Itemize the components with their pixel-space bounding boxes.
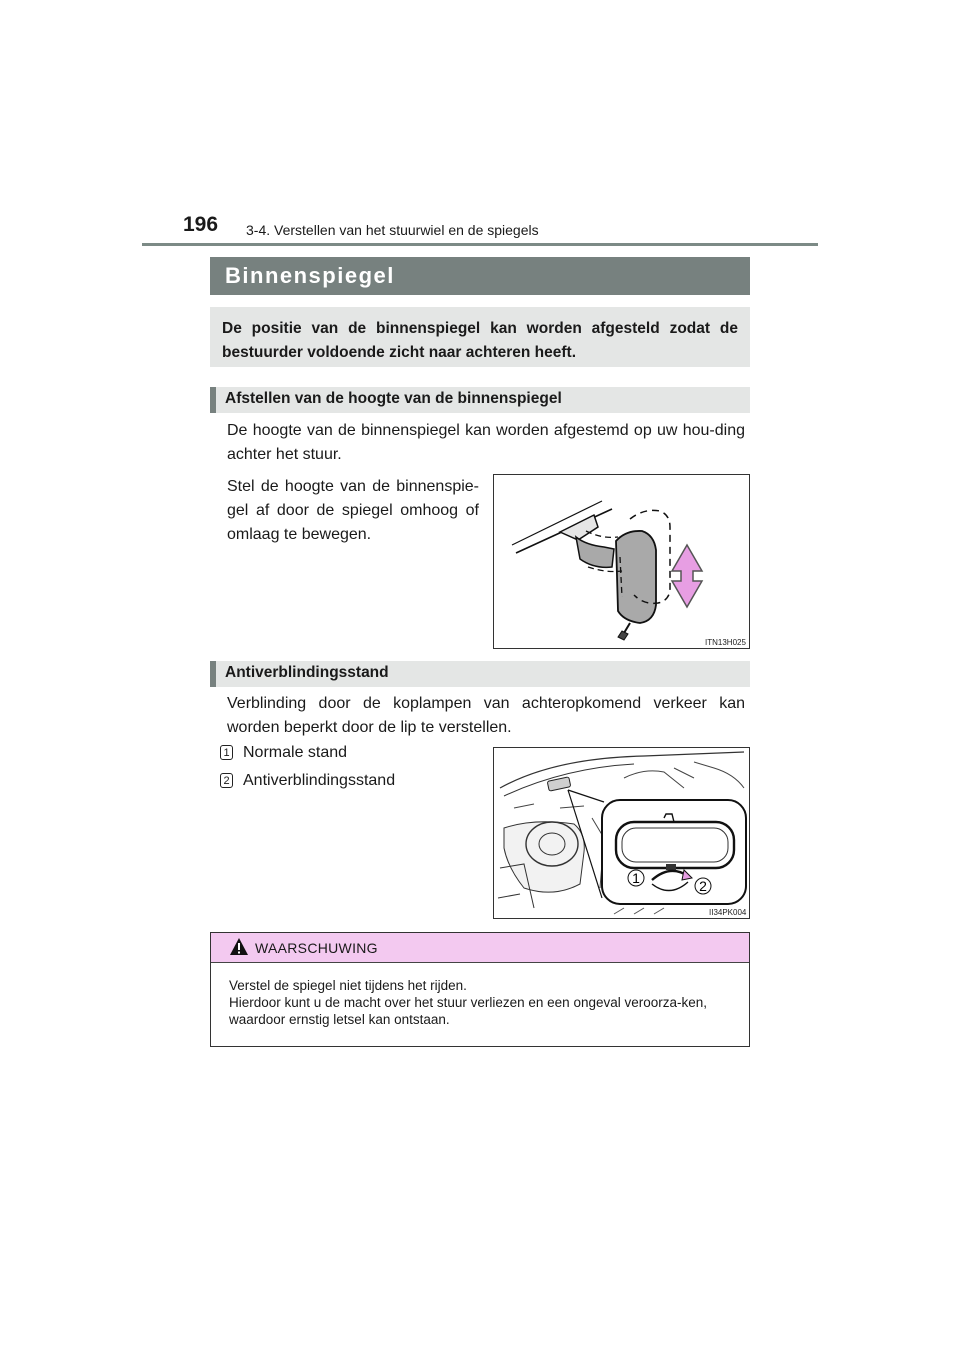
warning-line: Verstel de spiegel niet tijdens het rijden.: [229, 978, 467, 993]
warning-line: Hierdoor kunt u de macht over het stuur verliezen en een ongeval veroorza-ken, waardoor ernstig letsel kan ontstaan.: [229, 995, 708, 1027]
figure-mirror-height: [493, 474, 750, 649]
height-adjust-instruction: Stel de hoogte van de binnenspie-gel af door de spiegel omhoog of omlaag te bewegen.: [227, 478, 479, 543]
item-number-badge: 2: [220, 773, 233, 788]
warning-title: WAARSCHUWING: [255, 940, 378, 956]
running-title: 3-4. Verstellen van het stuurwiel en de spiegels: [246, 222, 539, 238]
warning-box: [210, 932, 750, 1047]
item-number-badge: 1: [220, 745, 233, 760]
callout-2: 2: [699, 878, 707, 894]
height-adjust-paragraph: De hoogte van de binnenspiegel kan worden afgestemd op uw hou-ding achter het stuur.: [227, 422, 745, 463]
warning-text: [229, 977, 739, 1028]
section-title: Binnenspiegel: [210, 257, 750, 295]
figure-code: II34PK004: [709, 908, 747, 917]
callout-1: 1: [632, 870, 640, 886]
figure-code: ITN13H025: [705, 638, 746, 647]
warning-header: [211, 933, 749, 963]
item-label: Antiverblindingsstand: [243, 772, 396, 789]
page-number: 196: [183, 213, 219, 236]
anti-glare-illustration: [494, 748, 749, 918]
mirror-height-illustration: [494, 475, 749, 648]
figure-anti-glare: [493, 747, 750, 919]
subheading-anti-glare: Antiverblindingsstand: [210, 661, 750, 687]
header-rule: [142, 243, 818, 246]
subheading-height-adjust: Afstellen van de hoogte van de binnenspiegel: [210, 387, 750, 413]
intro-box: De positie van de binnenspiegel kan worden afgesteld zodat de bestuurder voldoende zicht naar achteren heeft.: [210, 307, 750, 367]
double-arrow-icon: [672, 545, 702, 607]
item-label: Normale stand: [243, 744, 348, 761]
warning-triangle-icon: [229, 937, 249, 956]
anti-glare-paragraph: Verblinding door de koplampen van achteropkomend verkeer kan worden beperkt door de lip te verstellen.: [227, 695, 745, 736]
